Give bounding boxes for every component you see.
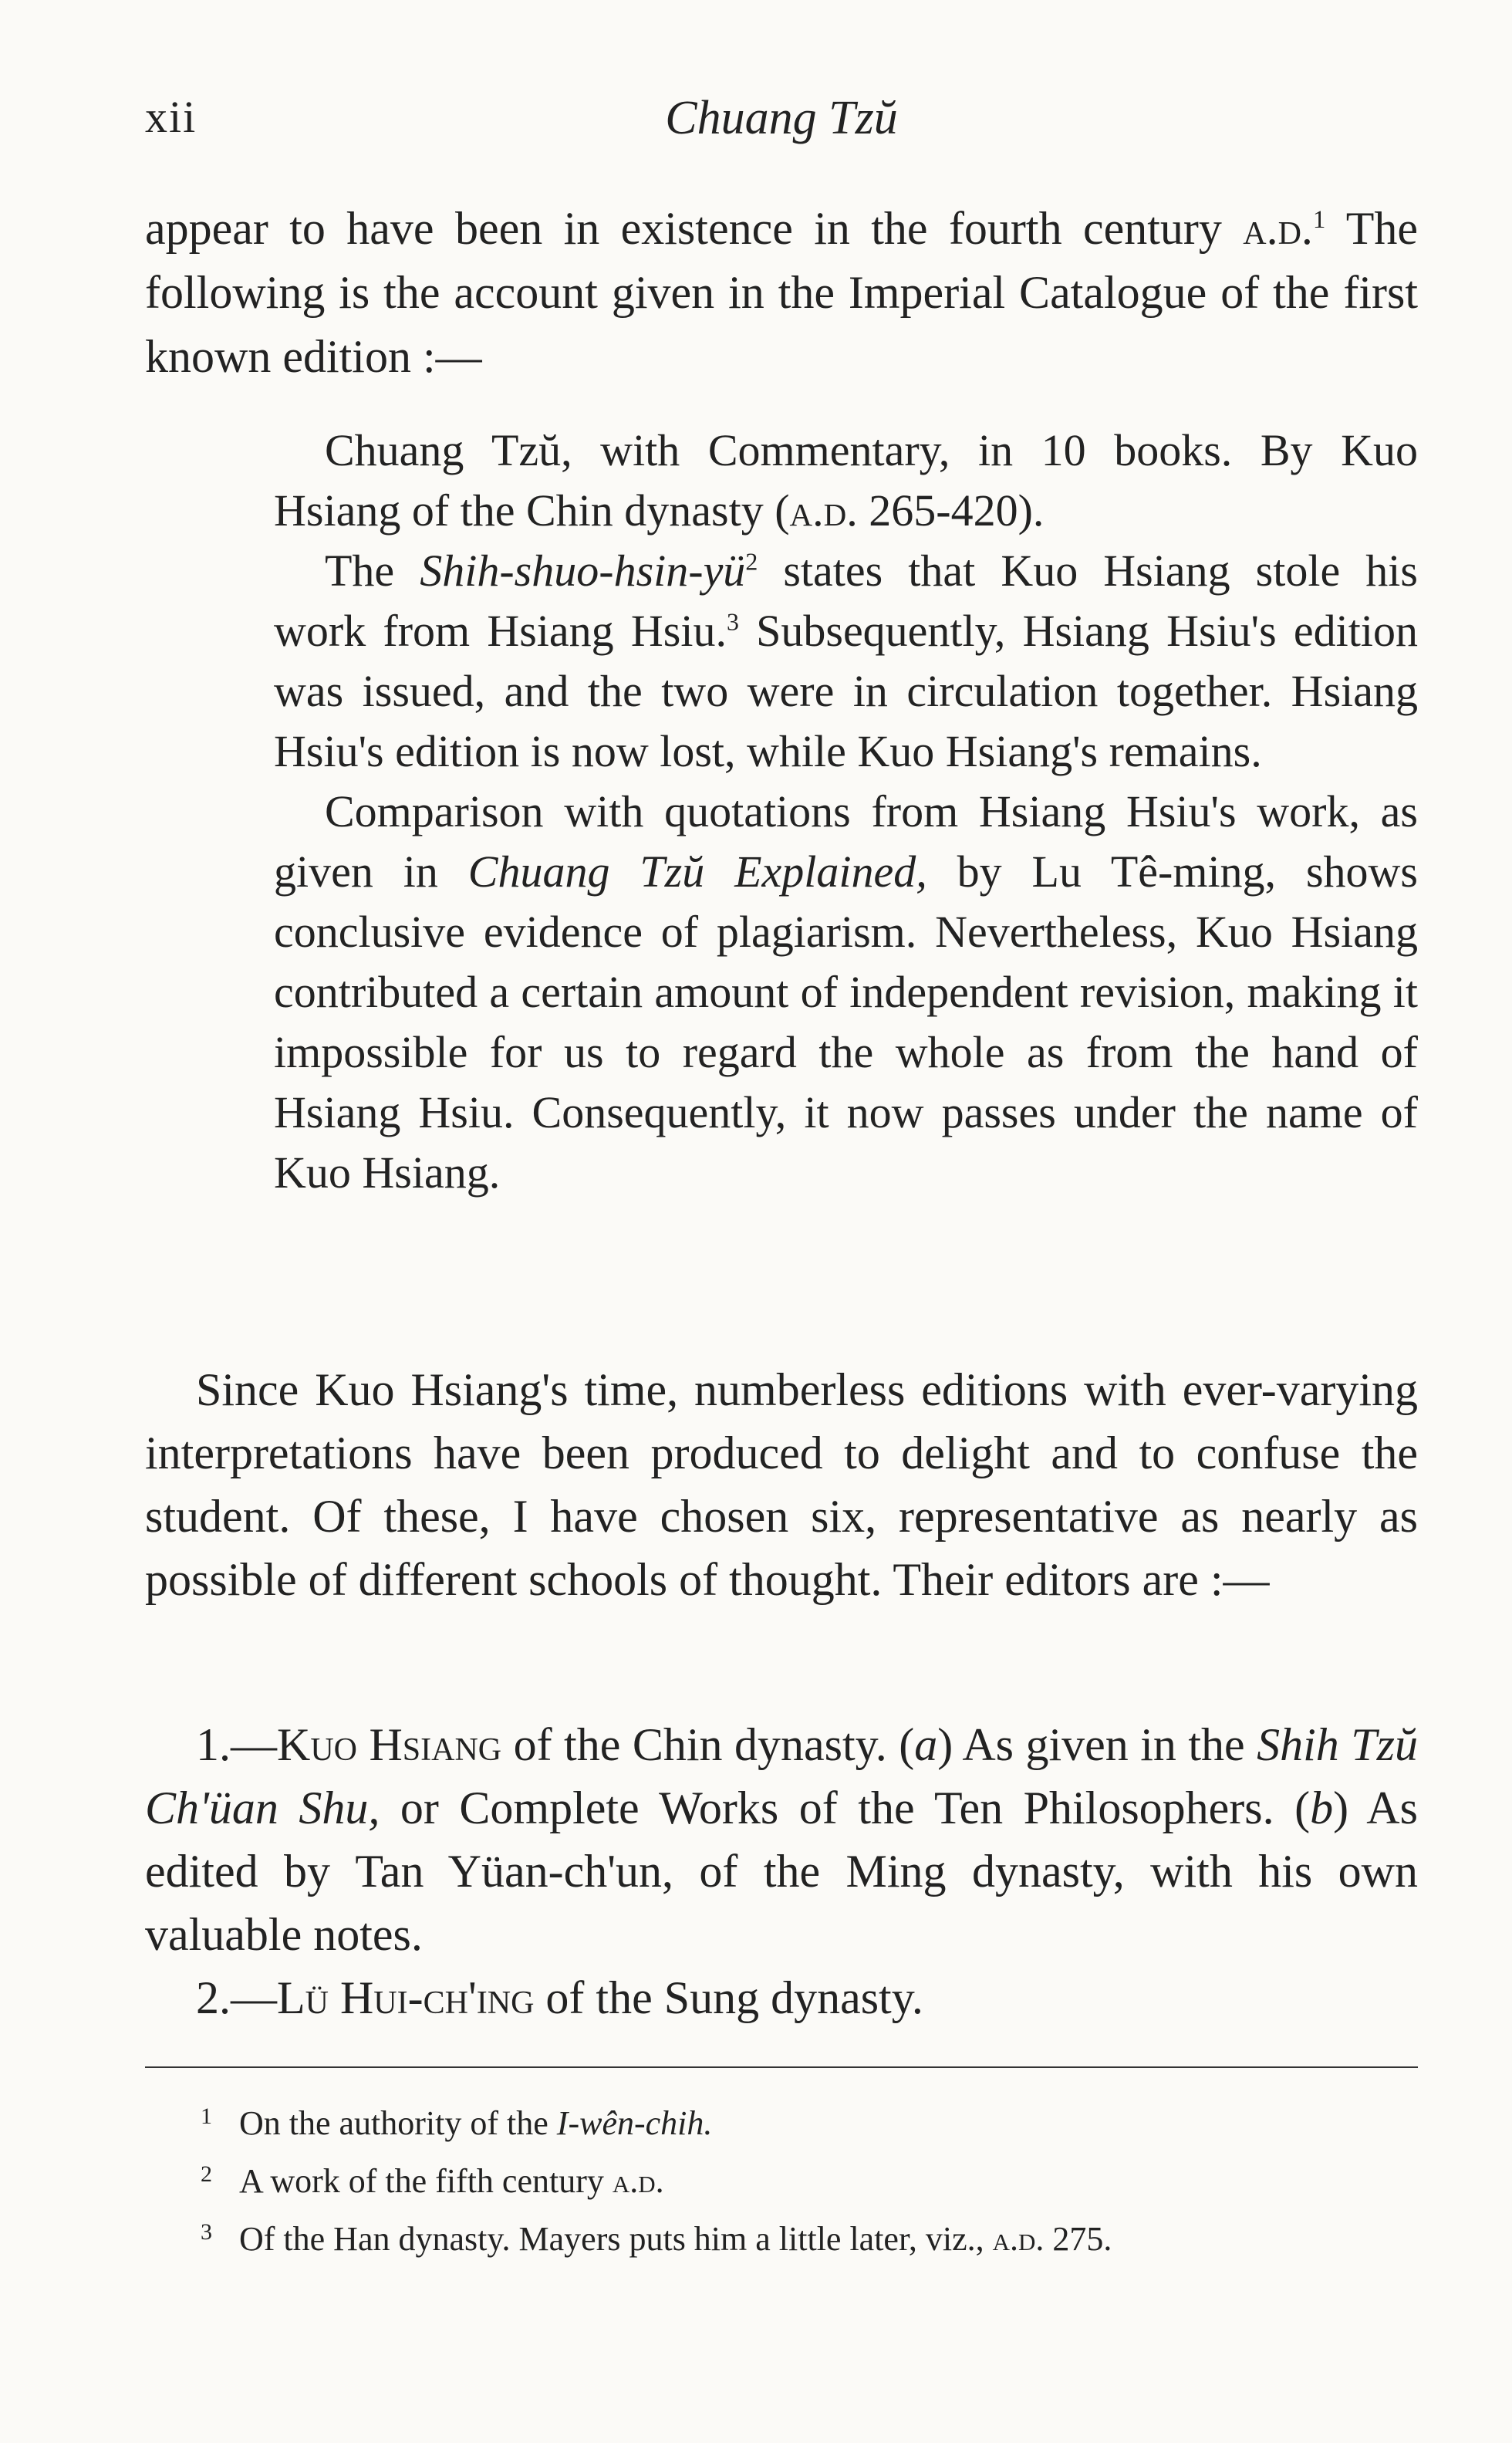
footnote-number: 3 [201,2219,212,2245]
quote-ad: a.d. [789,485,858,536]
intro-text-2: The following is the account given in the Imperial Catalogue of the first known edition :— [145,203,1418,382]
footnote-ad: a.d. 275. [992,2220,1112,2258]
list-text: or Complete Works of the Ten Philosophers. ( [380,1782,1311,1833]
work-title-shih-shuo: Shih-shuo-hsin-yü [420,546,746,596]
catalogue-quotation [274,421,1418,1203]
list-text: ) As given in the [937,1719,1257,1770]
footnote-italic: I-wên-chih. [556,2104,713,2142]
quote-text-2c: Subsequently, Hsiang Hsiu's edition was issued, and the two were in circulation together. Hsiang Hsiu's edition is now lost, while Kuo Hsiang's remains. [274,606,1418,776]
quote-text-2a: The [325,546,420,596]
editor-name: Kuo Hsiang [277,1719,502,1770]
footnote-text: On the authority of the [239,2104,557,2142]
work-title-explained: Chuang Tzŭ Explained, [467,846,927,897]
work-title-shih-tzu: Shih Tzŭ Ch'üan Shu, [145,1719,1418,1833]
list-item-number: 2.— [196,1972,277,2023]
quote-text-2b: states that Kuo Hsiang stole his work from Hsiang Hsiu. [274,546,1418,656]
footnote-text: Of the Han dynasty. Mayers puts him a little later, viz., [239,2220,993,2258]
footnote-rule [145,2066,1418,2068]
quote-paragraph-3 [274,782,1418,1203]
footnote-ref-3: 3 [726,608,739,636]
quote-text-3a: Comparison with quotations from Hsiang Hsiu's work, as given in [274,786,1418,897]
list-item [145,1713,1418,1966]
footnotes [201,2091,1418,2265]
quote-paragraph-2 [274,541,1418,782]
editions-paragraph [145,1358,1418,1611]
footnote-ref-2: 2 [745,548,758,576]
quote-paragraph-1 [274,421,1418,541]
list-mark-a: a [914,1719,938,1770]
intro-text-1: appear to have been in existence in the fourth century [145,203,1244,254]
editor-name: Lü Hui-ch'ing [277,1972,535,2023]
footnote [201,2207,1418,2265]
list-text: of the Chin dynasty. ( [501,1719,915,1770]
intro-paragraph [145,197,1418,389]
footnote [201,2149,1418,2207]
page-number: xii [145,92,197,142]
editions-text: Since Kuo Hsiang's time, numberless editions with ever-varying interpretations have been produced to delight and to confuse the student. Of these, I have chosen six, representative as nearly as possible of different schools of thought. Their editors are :— [145,1364,1418,1605]
quote-text-1: Chuang Tzŭ, with Commentary, in 10 books. By Kuo Hsiang of the Chin dynasty ( [274,425,1418,536]
footnote-number: 1 [201,2103,212,2129]
list-item-number: 1.— [196,1719,277,1770]
running-header [145,91,1418,153]
quote-text-3b: by Lu Tê-ming, shows conclusive evidence of plagiarism. Nevertheless, Kuo Hsiang contributed a certain amount of independent revision, making it impossible for us to regard the whole as from the hand of Hsiang Hsiu. Consequently, it now passes under the name of Kuo Hsiang. [274,846,1418,1198]
footnote [201,2091,1418,2149]
editors-list [145,1713,1418,2029]
intro-ad: a.d. [1243,203,1313,254]
list-item [145,1966,1418,2029]
quote-dates: 265-420). [857,485,1045,536]
footnote-number: 2 [201,2161,212,2187]
footnote-ad: a.d. [612,2162,664,2200]
list-mark-b: b [1310,1782,1334,1833]
list-text: ) As edited by Tan Yüan-ch'un, of the Ming dynasty, with his own valuable notes. [145,1782,1418,1960]
footnote-text: A work of the fifth century [239,2162,613,2200]
list-text: of the Sung dynasty. [534,1972,923,2023]
running-title: Chuang Tzŭ [665,92,898,144]
footnote-ref-1: 1 [1312,206,1326,234]
